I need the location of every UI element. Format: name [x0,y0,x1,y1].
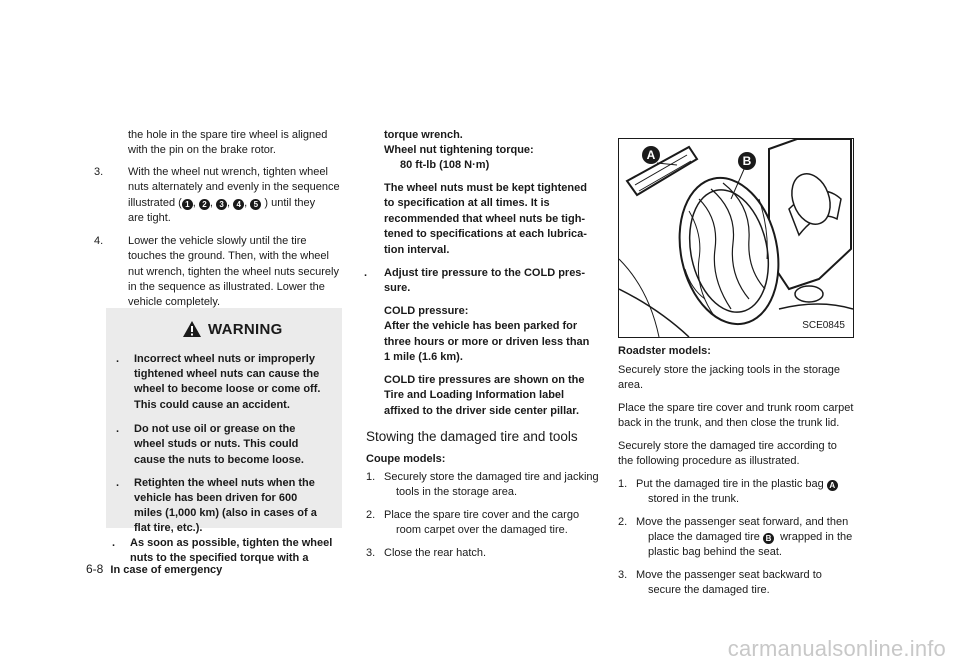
text-line: After the vehicle has been parked for [384,320,578,332]
step-number: 1. [366,471,376,483]
sequence-marker: 1 [182,199,193,210]
text-line: Securely store the jacking tools in the storage [618,364,840,376]
warning-text: wheel studs or nuts. This could [134,438,299,450]
step-text: With the wheel nut wrench, tighten wheel [128,166,328,178]
step-text: Securely store the damaged tire and jacking [384,471,599,483]
bullet: . [116,423,120,435]
trunk-illustration [619,139,853,337]
warning-text: flat tire, etc.). [134,522,203,534]
step-text: wrapped in the [780,531,853,543]
text-line: tened to specifications at each lubrica- [384,228,587,240]
text-line: COLD tire pressures are shown on the [384,374,585,386]
sequence-marker: 4 [233,199,244,210]
step-number: 3. [94,166,104,178]
step-text: secure the damaged tire. [648,584,770,596]
watermark-text: carmanualsonline.info [727,636,946,661]
step-text-sequence: illustrated ( 1 , 2 , 3 , 4 , 5 ) until they [128,197,316,209]
step-text: Move the passenger seat backward to [636,569,822,581]
text-line: back in the trunk, and then close the trunk lid. [618,417,840,429]
step-text [636,477,838,493]
sequence-marker: 2 [199,199,210,210]
warning-text: vehicle has been driven for 600 [134,492,298,504]
sequence-marker: 5 [250,199,261,210]
warning-text: Incorrect wheel nuts or improperly [134,353,315,365]
step-text: place the damaged tire [648,531,760,543]
step-text: Close the rear hatch. [384,547,487,559]
warning-text: This could cause an accident. [134,399,290,411]
bullet: . [364,267,368,279]
step-text: nut wrench, tighten the wheel nuts securely [128,266,339,278]
page-number: 6-8 [86,562,104,576]
step-text: Put the damaged tire in the plastic bag [636,478,824,490]
step-text: touches the ground. Then, with the wheel [128,250,329,262]
step-number: 2. [366,509,376,521]
bullet: . [112,537,116,549]
warning-box [106,308,342,534]
text-line: Place the spare tire cover and trunk room carpet [618,402,854,414]
step-text: Move the passenger seat forward, and then [636,516,849,528]
text-line: Adjust tire pressure to the COLD pres- [384,267,586,279]
illustration-figure [618,138,854,338]
step-text: Place the spare tire cover and the cargo [384,509,580,521]
step-text: room carpet over the damaged tire. [396,524,568,536]
text-line: sure. [384,282,411,294]
text-line: torque wrench. [384,129,463,141]
step-text [648,530,852,546]
step-text: tools in the storage area. [396,486,518,498]
step-number: 3. [618,569,628,581]
chapter-title: In case of emergency [110,564,223,576]
step-text: Lower the vehicle slowly until the tire [128,235,307,247]
step-text: ) until they [264,197,316,209]
torque-value: 80 ft-lb (108 N·m) [400,159,490,171]
coupe-models-label: Coupe models: [366,453,446,465]
step-text: in the sequence as illustrated. Lower the [128,281,325,293]
step-number: 4. [94,235,104,247]
step-number: 1. [618,478,628,490]
warning-title: WARNING [208,320,283,338]
step-text: nuts alternately and evenly in the sequence [128,181,340,193]
cold-pressure-label: COLD pressure: [384,305,469,317]
step-number: 3. [366,547,376,559]
text-line: affixed to the driver side center pillar. [384,405,580,417]
step-number: 2. [618,516,628,528]
warning-text: wheel to become loose or come off. [134,383,321,395]
warning-header [182,320,283,338]
bullet: . [116,353,120,365]
bullet-text: As soon as possible, tighten the wheel [130,537,333,549]
step-text: stored in the trunk. [648,493,740,505]
page-footer [86,562,222,576]
figure-code: SCE0845 [802,320,845,331]
bullet: . [116,477,120,489]
callout-ref: A [827,480,838,491]
torque-label: Wheel nut tightening torque: [384,144,534,156]
text-line: recommended that wheel nuts be tigh- [384,213,586,225]
step-text: are tight. [128,212,171,224]
text-line: to specification at all times. It is [384,197,550,209]
text-line: the following procedure as illustrated. [618,455,800,467]
warning-text: miles (1,000 km) (also in cases of a [134,507,317,519]
step-text: vehicle completely. [128,296,221,308]
text-line: Tire and Loading Information label [384,389,565,401]
text-line: The wheel nuts must be kept tightened [384,182,587,194]
roadster-models-label: Roadster models: [618,345,711,357]
warning-triangle-icon [182,320,202,338]
callout-ref: B [763,533,774,544]
continuation-line: with the pin on the brake rotor. [128,144,276,156]
callout-label: A [646,148,656,162]
warning-text: Retighten the wheel nuts when the [134,477,315,489]
text-line: area. [618,379,644,391]
warning-text: tightened wheel nuts can cause the [134,368,320,380]
bullet-text: nuts to the specified torque with a [130,552,309,564]
section-title: Stowing the damaged tire and tools [366,429,578,444]
text-line: Securely store the damaged tire according to [618,440,837,452]
text-line: tion interval. [384,244,450,256]
callout-label: B [742,154,752,168]
step-text: plastic bag behind the seat. [648,546,782,558]
text-line: 1 mile (1.6 km). [384,351,463,363]
warning-text: cause the nuts to become loose. [134,454,304,466]
step-text: illustrated ( [128,197,182,209]
continuation-line: the hole in the spare tire wheel is aligned [128,129,328,141]
warning-text: Do not use oil or grease on the [134,423,296,435]
text-line: three hours or more or driven less than [384,336,590,348]
sequence-marker: 3 [216,199,227,210]
